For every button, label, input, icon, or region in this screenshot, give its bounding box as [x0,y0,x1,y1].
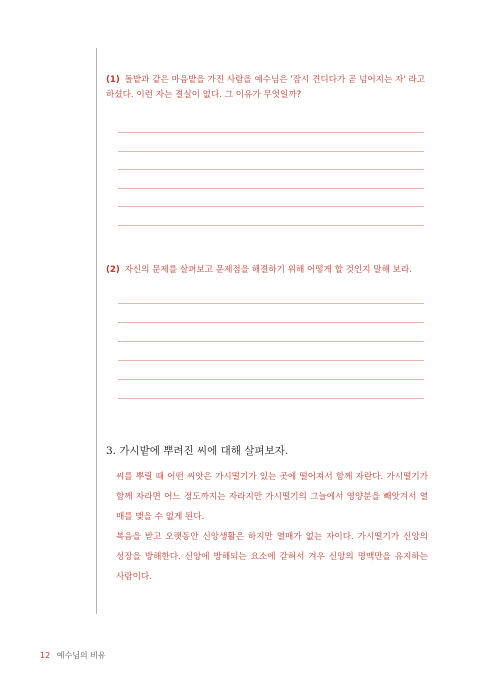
answer-line [118,322,424,323]
page-number: 12 [40,651,51,660]
question-1-number: (1) [106,75,120,85]
answer-line [118,188,424,189]
book-title: 예수님의 비유 [56,651,106,660]
answer-line [118,206,424,207]
question-1-text: 돌밭과 같은 마음밭을 가진 사람을 예수님은 '잠시 견디다가 곧 넘어지는 자' 라고 하셨다. 이런 자는 결실이 없다. 그 이유가 무엇일까? [106,75,426,100]
answer-line [118,360,424,361]
section-paragraph-1: 씨를 뿌릴 때 어떤 씨앗은 가시떨기가 있는 곳에 떨어져서 함께 자란다. 가시떨기가 함께 자라면 어느 정도까지는 자라지만 가시떨기의 그늘에서 영양분을 빼앗겨서 열매를 맺을 수 없게 된다. [116,472,428,522]
answer-line [118,151,424,152]
answer-line [118,303,424,304]
answer-line [118,225,424,226]
answer-line [118,169,424,170]
question-2-text: 자신의 문제를 살펴보고 문제점을 해결하기 위해 어떻게 할 것인지 말해 보라. [124,265,412,275]
margin-rule [96,48,97,614]
answer-line [118,379,424,380]
question-2 [106,263,436,278]
section-paragraph-2: 복음을 받고 오랫동안 신앙생활은 하지만 열매가 없는 자이다. 가시떨기가 신앙의 성장을 방해한다. 신앙에 방해되는 요소에 갇혀서 겨우 신앙의 명맥만을 유지하는 사람이다. [116,532,428,582]
answer-line [118,341,424,342]
answer-line [118,132,424,133]
answer-line [118,398,424,399]
section-body [116,467,428,587]
question-2-number: (2) [106,265,120,275]
question-1 [106,73,436,103]
page-footer [40,650,106,661]
section-heading: 3. 가시밭에 뿌려진 씨에 대해 살펴보자. [106,445,289,457]
